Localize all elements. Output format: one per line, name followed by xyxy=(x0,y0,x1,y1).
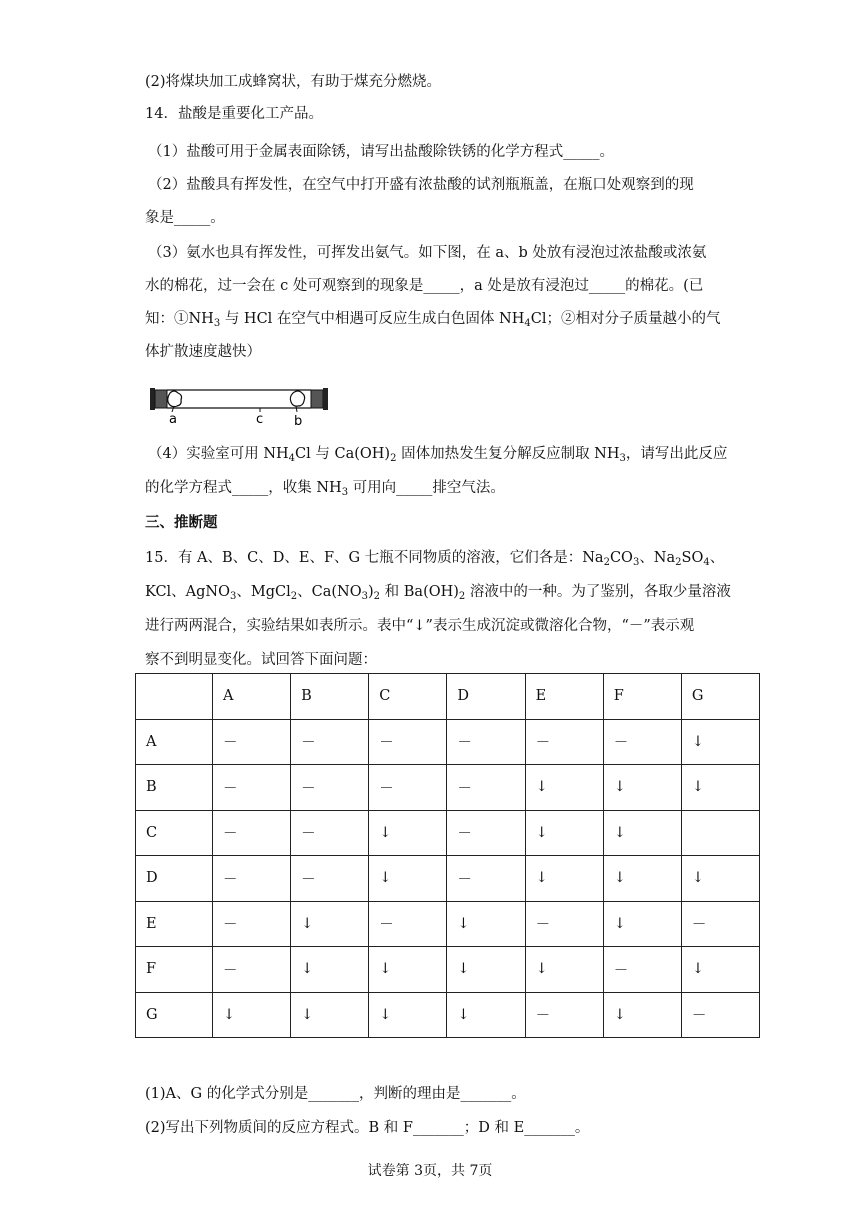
table-row-label: G xyxy=(136,992,213,1038)
table-cell: － xyxy=(213,901,291,947)
table-cell: － xyxy=(447,856,525,902)
table-header-cell xyxy=(136,674,213,720)
table-cell: ↓ xyxy=(369,856,447,902)
table-cell: ↓ xyxy=(291,947,369,993)
cotton-a xyxy=(168,391,182,407)
tube-body xyxy=(167,390,311,408)
table-cell: － xyxy=(213,719,291,765)
table-cell: － xyxy=(525,719,603,765)
question-14-part-4: （4）实验室可用 $NH_4Cl$ 与 $Ca(OH)_2$ 固体加热发生复分解反应制取 $NH_3$，请写出此反应 xyxy=(148,446,728,464)
question-15-part-1: (1)A、G 的化学式分别是_______，判断的理由是_______。 xyxy=(145,1086,526,1102)
table-cell: ↓ xyxy=(369,992,447,1038)
table-cell: － xyxy=(213,810,291,856)
table-cell: ↓ xyxy=(525,765,603,811)
table-cell: － xyxy=(447,719,525,765)
table-cell: ↓ xyxy=(447,992,525,1038)
left-stopper xyxy=(150,388,167,410)
table-header-cell: C xyxy=(369,674,447,720)
table-row xyxy=(136,765,760,811)
table-cell: － xyxy=(447,810,525,856)
table-row xyxy=(136,901,760,947)
table-cell: ↓ xyxy=(681,719,759,765)
table-row-label: C xyxy=(136,810,213,856)
table-cell: － xyxy=(213,947,291,993)
table-cell: ↓ xyxy=(681,856,759,902)
question-14-part-3-note: 知：$①NH_3$ 与 HCl 在空气中相遇可反应生成白色固体 $NH_4Cl$；②相对分子质量越小的气 xyxy=(145,311,721,329)
table-header-cell: D xyxy=(447,674,525,720)
question-14-part-3-cont: 水的棉花，过一会在 c 处可观察到的现象是_____，a 处是放有浸泡过_____的棉花。(已 xyxy=(145,278,704,294)
table-cell: ↓ xyxy=(525,856,603,902)
question-15-part-2: (2)写出下列物质间的反应方程式。B 和 F_______；D 和 E_______。 xyxy=(145,1120,590,1136)
question-14-part-3-note-cont: 体扩散速度越快） xyxy=(145,344,261,360)
text-line: (2)将煤块加工成蜂窝状，有助于煤充分燃烧。 xyxy=(145,74,442,90)
label-b: b xyxy=(294,414,303,429)
table-cell: ↓ xyxy=(681,765,759,811)
section-heading: 三、推断题 xyxy=(145,515,218,531)
question-14-title: 14．盐酸是重要化工产品。 xyxy=(145,106,323,122)
table-cell: ↓ xyxy=(603,856,681,902)
table-cell: ↓ xyxy=(447,947,525,993)
table-header-cell: G xyxy=(681,674,759,720)
label-c: c xyxy=(256,412,264,427)
table-header-row xyxy=(136,674,760,720)
table-row xyxy=(136,992,760,1038)
table-cell: － xyxy=(291,810,369,856)
page-footer: 试卷第 3页，共 7页 xyxy=(367,1163,493,1179)
table-row-label: D xyxy=(136,856,213,902)
question-14-part-3: （3）氨水也具有挥发性，可挥发出氨气。如下图，在 a、b 处放有浸泡过浓盐酸或浓氨 xyxy=(148,245,707,261)
label-a: a xyxy=(169,412,177,427)
table-cell: － xyxy=(213,856,291,902)
table-cell: ↓ xyxy=(603,765,681,811)
table-cell: ↓ xyxy=(369,947,447,993)
table-header-cell: B xyxy=(291,674,369,720)
table-cell: ↓ xyxy=(525,947,603,993)
table-cell: － xyxy=(447,765,525,811)
table-cell: － xyxy=(291,719,369,765)
table-cell: ↓ xyxy=(291,901,369,947)
question-15-intro-cont3: 察不到明显变化。试回答下面问题： xyxy=(145,652,377,668)
table-cell: ↓ xyxy=(603,810,681,856)
table-cell: － xyxy=(681,992,759,1038)
question-14-part-2-cont: 象是_____。 xyxy=(145,210,225,226)
table-cell: － xyxy=(291,856,369,902)
table-cell: － xyxy=(603,719,681,765)
table-cell: － xyxy=(525,992,603,1038)
table-cell: － xyxy=(369,719,447,765)
table-header-cell: F xyxy=(603,674,681,720)
table-row-label: F xyxy=(136,947,213,993)
table-cell: ↓ xyxy=(681,947,759,993)
table-cell: ↓ xyxy=(525,810,603,856)
table-header-cell: A xyxy=(213,674,291,720)
table-cell: － xyxy=(525,901,603,947)
table-header-cell: E xyxy=(525,674,603,720)
table-cell: － xyxy=(369,901,447,947)
table-cell: － xyxy=(603,947,681,993)
table-cell: ↓ xyxy=(291,992,369,1038)
right-stopper xyxy=(311,388,328,410)
question-14-part-4-cont: 的化学方程式_____，收集 $NH_3$ 可用向_____排空气法。 xyxy=(145,480,505,498)
table-cell: － xyxy=(213,765,291,811)
question-15-intro-cont2: 进行两两混合，实验结果如表所示。表中“↓”表示生成沉淀或微溶化合物，“－”表示观 xyxy=(145,618,695,634)
question-14-part-1: （1）盐酸可用于金属表面除锈，请写出盐酸除铁锈的化学方程式_____。 xyxy=(148,144,614,160)
table-row xyxy=(136,719,760,765)
label-b-leader xyxy=(296,406,297,412)
table-row xyxy=(136,856,760,902)
table-cell: ↓ xyxy=(369,810,447,856)
table-cell: ↓ xyxy=(213,992,291,1038)
question-15-intro-cont: KCl、AgNO$_3$、MgCl$_2$、$Ca(NO_3)_2$ 和 $Ba(OH)_2$ 溶液中的一种。为了鉴别，各取少量溶液 xyxy=(145,584,731,602)
table-cell xyxy=(681,810,759,856)
table-cell: ↓ xyxy=(603,901,681,947)
table-cell: － xyxy=(291,765,369,811)
glass-tube-diagram xyxy=(148,380,338,430)
table-row-label: B xyxy=(136,765,213,811)
table-cell: － xyxy=(681,901,759,947)
table-row xyxy=(136,947,760,993)
question-15-intro: 15．有 A、B、C、D、E、F、G 七瓶不同物质的溶液，它们各是：$Na_2CO_3$、$Na_2SO_4$、 xyxy=(145,550,725,568)
table-cell: ↓ xyxy=(447,901,525,947)
table-row xyxy=(136,810,760,856)
cotton-b xyxy=(290,391,304,406)
table-row-label: E xyxy=(136,901,213,947)
question-14-part-2: （2）盐酸具有挥发性，在空气中打开盛有浓盐酸的试剂瓶瓶盖，在瓶口处观察到的现 xyxy=(148,177,694,193)
mixing-results-table xyxy=(135,673,760,1038)
table-cell: － xyxy=(369,765,447,811)
table-cell: ↓ xyxy=(603,992,681,1038)
table-row-label: A xyxy=(136,719,213,765)
